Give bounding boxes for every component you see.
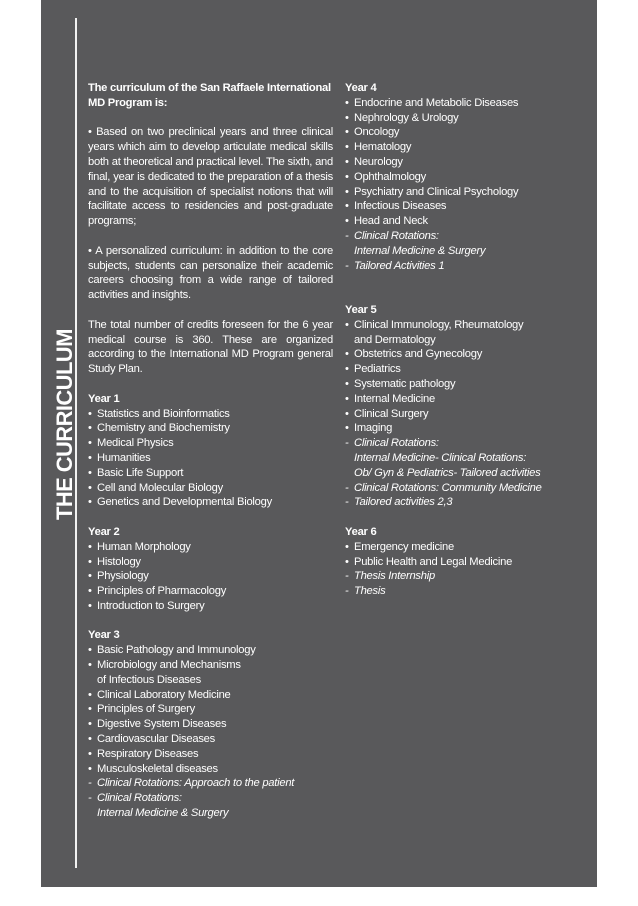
list-marker: • [345, 126, 349, 139]
course-name: Physiology [97, 570, 149, 583]
course-item [345, 214, 581, 229]
right-column [345, 81, 581, 599]
course-name: Cell and Molecular Biology [97, 481, 223, 494]
course-name: Pediatrics [354, 363, 401, 376]
list-marker: - [345, 481, 349, 494]
course-item [88, 776, 333, 791]
course-item [88, 688, 333, 703]
course-name: Clinical Rotations: Approach to the patient [97, 777, 295, 790]
list-marker: • [345, 96, 349, 109]
list-marker: • [345, 185, 349, 198]
course-list [345, 318, 581, 510]
course-name: Cardiovascular Diseases [97, 733, 215, 746]
list-marker: • [88, 762, 92, 775]
course-name-continued: Internal Medicine- Clinical Rotations: [354, 451, 527, 464]
list-marker: • [345, 392, 349, 405]
spacer [88, 303, 333, 318]
year-title: Year 4 [345, 82, 377, 94]
course-item [88, 540, 333, 555]
list-marker: • [345, 363, 349, 376]
list-marker: • [88, 466, 92, 479]
course-item [345, 229, 581, 259]
spacer [345, 288, 581, 303]
course-name: Infectious Diseases [354, 200, 447, 213]
course-name: Clinical Rotations: [354, 229, 439, 242]
list-marker: • [88, 451, 92, 464]
course-item [88, 702, 333, 717]
course-name: Ophthalmology [354, 170, 426, 183]
list-marker: • [345, 407, 349, 420]
list-marker: • [88, 644, 92, 657]
course-item [88, 791, 333, 821]
spacer [345, 273, 581, 288]
course-name: Systematic pathology [354, 377, 456, 390]
course-name: Endocrine and Metabolic Diseases [354, 96, 519, 109]
course-name: Clinical Rotations: [97, 792, 182, 805]
course-name: Emergency medicine [354, 540, 454, 553]
course-name: Public Health and Legal Medicine [354, 555, 513, 568]
course-name: Genetics and Developmental Biology [97, 496, 272, 509]
course-name: Basic Pathology and Immunology [97, 644, 256, 657]
course-name: Clinical Rotations: [354, 437, 439, 450]
spacer [88, 229, 333, 244]
list-marker: • [345, 318, 349, 331]
intro-bullet-2: • A personalized curriculum: in addition to the core subjects, students can personalize their academic careers choosing from a wide range of tailored activities and insights. [88, 244, 333, 302]
course-name: Histology [97, 555, 141, 568]
list-marker: • [345, 377, 349, 390]
list-marker: • [88, 481, 92, 494]
course-name: Tailored Activities 1 [354, 259, 445, 272]
list-marker: • [345, 155, 349, 168]
list-marker: • [345, 141, 349, 154]
course-item [88, 584, 333, 599]
course-name: Obstetrics and Gynecology [354, 348, 483, 361]
course-list [88, 643, 333, 821]
course-name: Tailored activities 2,3 [354, 496, 453, 509]
course-item [345, 436, 581, 480]
course-name: Statistics and Bioinformatics [97, 407, 230, 420]
course-name: Medical Physics [97, 437, 174, 450]
course-name: Head and Neck [354, 215, 428, 228]
course-name: Basic Life Support [97, 466, 184, 479]
course-item [88, 466, 333, 481]
course-list [345, 96, 581, 274]
course-name-continued: and Dermatology [354, 333, 436, 346]
course-name: Hematology [354, 141, 412, 154]
course-item [345, 481, 581, 496]
list-marker: • [345, 422, 349, 435]
course-name: Humanities [97, 451, 151, 464]
course-item [345, 362, 581, 377]
course-name-continued: Internal Medicine & Surgery [97, 807, 229, 820]
course-name: Oncology [354, 126, 400, 139]
credits-paragraph: The total number of credits foreseen for the 6 year medical course is 360. These are organized according to the International MD Program general Study Plan. [88, 318, 333, 376]
list-marker: • [88, 718, 92, 731]
spacer [88, 510, 333, 525]
list-marker: • [345, 555, 349, 568]
course-item [88, 569, 333, 584]
course-name-continued: of Infectious Diseases [97, 673, 201, 686]
course-item [88, 436, 333, 451]
year-title: Year 2 [88, 525, 120, 538]
course-item [345, 407, 581, 422]
course-name: Thesis [354, 585, 386, 598]
course-name: Microbiology and Mechanisms [97, 659, 241, 672]
course-item [345, 421, 581, 436]
spacer [88, 377, 333, 392]
course-item [345, 170, 581, 185]
course-item [88, 407, 333, 422]
course-item [88, 643, 333, 658]
list-marker: - [345, 259, 349, 272]
list-marker: • [88, 570, 92, 583]
course-list [88, 407, 333, 511]
list-marker: - [88, 777, 92, 790]
spacer [88, 111, 333, 126]
list-marker: • [345, 540, 349, 553]
list-marker: • [88, 422, 92, 435]
course-item [345, 111, 581, 126]
list-marker: • [88, 733, 92, 746]
list-marker: • [88, 555, 92, 568]
course-name-continued: Internal Medicine & Surgery [354, 244, 486, 257]
course-name: Clinical Surgery [354, 407, 429, 420]
course-name: Chemistry and Biochemistry [97, 422, 230, 435]
year-title: Year 1 [88, 392, 120, 405]
course-item [88, 717, 333, 732]
intro-bullet-1: • Based on two preclinical years and three clinical years which aim to develop articulate medical skills both at theoretical and practical level. The sixth, and final, year is dedicated to the preparation of a thesis and to the acquisition of specialist notions that will facilitate access to residencies and post-graduate programs; [88, 126, 333, 228]
course-name: Imaging [354, 422, 393, 435]
course-list [345, 540, 581, 599]
course-item [88, 451, 333, 466]
list-marker: • [345, 170, 349, 183]
year-title: Year 6 [345, 525, 377, 538]
list-marker: • [88, 599, 92, 612]
list-marker: • [88, 585, 92, 598]
course-name: Psychiatry and Clinical Psychology [354, 185, 519, 198]
course-name: Clinical Immunology, Rheumatology [354, 318, 524, 331]
course-item [345, 569, 581, 584]
course-item [345, 125, 581, 140]
course-name: Introduction to Surgery [97, 599, 205, 612]
course-item [345, 540, 581, 555]
course-item [88, 481, 333, 496]
course-item [345, 555, 581, 570]
course-item [88, 495, 333, 510]
list-marker: • [88, 703, 92, 716]
course-item [88, 732, 333, 747]
years-right [345, 81, 581, 599]
list-marker: • [345, 200, 349, 213]
course-name: Clinical Rotations: Community Medicine [354, 481, 542, 494]
course-name: Nephrology & Urology [354, 111, 459, 124]
spacer [88, 614, 333, 629]
course-item [345, 495, 581, 510]
course-item [345, 259, 581, 274]
course-item [88, 555, 333, 570]
course-name: Clinical Laboratory Medicine [97, 688, 231, 701]
list-marker: - [345, 585, 349, 598]
list-marker: • [88, 407, 92, 420]
spacer [345, 510, 581, 525]
course-name: Human Morphology [97, 540, 191, 553]
left-column [88, 81, 333, 821]
list-marker: - [345, 437, 349, 450]
course-item [345, 318, 581, 348]
list-marker: • [345, 111, 349, 124]
course-name: Neurology [354, 155, 403, 168]
list-marker: • [88, 747, 92, 760]
course-item [345, 347, 581, 362]
list-marker: - [345, 496, 349, 509]
list-marker: • [88, 540, 92, 553]
course-item [345, 377, 581, 392]
course-name: Thesis Internship [354, 570, 435, 583]
course-item [345, 584, 581, 599]
course-item [345, 155, 581, 170]
course-item [88, 599, 333, 614]
list-marker: • [345, 215, 349, 228]
course-name: Digestive System Diseases [97, 718, 227, 731]
list-marker: - [345, 229, 349, 242]
course-item [345, 392, 581, 407]
course-item [88, 762, 333, 777]
course-name: Internal Medicine [354, 392, 435, 405]
course-name: Musculoskeletal diseases [97, 762, 218, 775]
course-item [88, 658, 333, 688]
list-marker: • [345, 348, 349, 361]
course-list [88, 540, 333, 614]
course-item [88, 421, 333, 436]
intro-title: The curriculum of the San Raffaele International MD Program is: [88, 82, 331, 109]
course-name: Principles of Surgery [97, 703, 195, 716]
course-name: Principles of Pharmacology [97, 585, 227, 598]
course-name: Respiratory Diseases [97, 747, 199, 760]
list-marker: - [345, 570, 349, 583]
list-marker: • [88, 437, 92, 450]
year-title: Year 5 [345, 303, 377, 316]
course-item [345, 96, 581, 111]
section-title: THE CURRICULUM [52, 329, 77, 520]
course-item [345, 199, 581, 214]
list-marker: - [88, 792, 92, 805]
years-left [88, 392, 333, 821]
list-marker: • [88, 496, 92, 509]
course-item [345, 185, 581, 200]
course-name-continued: Ob/ Gyn & Pediatrics- Tailored activities [354, 466, 541, 479]
list-marker: • [88, 659, 92, 672]
list-marker: • [88, 688, 92, 701]
course-item [345, 140, 581, 155]
course-item [88, 747, 333, 762]
year-title: Year 3 [88, 629, 120, 642]
